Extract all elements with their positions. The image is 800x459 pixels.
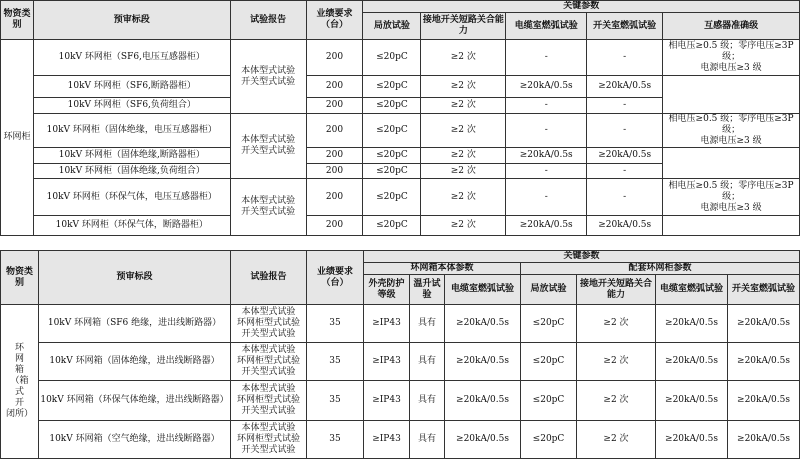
cable-arc-cell: ≥20kA/0.5s xyxy=(445,381,521,421)
perf-cell: 200 xyxy=(306,98,363,114)
table-row xyxy=(1,305,800,343)
switch-arc-cell: - xyxy=(587,179,663,216)
header-report: 试验报告 xyxy=(231,251,307,305)
short-cell: ≥2 次 xyxy=(577,343,656,381)
report-cell: 本体型式试验 环网柜型式试验 开关型式试验 xyxy=(231,343,307,381)
header-cable-arc: 电缆室燃弧试验 xyxy=(506,13,587,40)
bid-cell: 10kV 环网箱（空气绝缘，进出线断路器） xyxy=(39,421,231,459)
report-cell: 本体型式试验 开关型式试验 xyxy=(230,40,306,114)
bid-cell: 10kV 环网柜（环保气体，断路器柜） xyxy=(33,216,230,236)
category-cell: 环网柜 xyxy=(1,40,34,236)
pd-cell: ≤20pC xyxy=(521,421,577,459)
cable-arc-rmu-cell: ≥20kA/0.5s xyxy=(656,421,728,459)
switch-arc-cell: - xyxy=(587,40,663,76)
transformer-cell-empty xyxy=(663,76,800,114)
pd-cell: ≤20pC xyxy=(521,381,577,421)
ip-cell: ≥IP43 xyxy=(364,343,410,381)
switch-arc-cell: ≥20kA/0.5s xyxy=(728,343,800,381)
bid-cell: 10kV 环网箱（SF6 绝缘，进出线断路器） xyxy=(39,305,231,343)
transformer-cell: 相电压≥0.5 级；零序电压≥3P 级； 电源电压≥3 级 xyxy=(663,114,800,148)
cable-arc-cell: - xyxy=(506,114,587,148)
switch-arc-cell: - xyxy=(587,164,663,179)
short-cell: ≥2 次 xyxy=(421,76,506,98)
cable-arc-cell: - xyxy=(506,164,587,179)
switch-arc-cell: ≥20kA/0.5s xyxy=(587,76,663,98)
cable-arc-cell: ≥20kA/0.5s xyxy=(445,305,521,343)
perf-cell: 35 xyxy=(307,343,364,381)
report-cell: 本体型式试验 环网柜型式试验 开关型式试验 xyxy=(231,305,307,343)
perf-cell: 200 xyxy=(306,216,363,236)
switch-arc-cell: ≥20kA/0.5s xyxy=(587,216,663,236)
cable-arc-cell: - xyxy=(506,179,587,216)
pd-cell: ≤20pC xyxy=(363,216,421,236)
perf-cell: 200 xyxy=(306,164,363,179)
header-rmu-params: 配套环网柜参数 xyxy=(521,263,800,275)
header-switch-arc: 开关室燃弧试验 xyxy=(728,275,800,305)
switch-arc-cell: ≥20kA/0.5s xyxy=(587,148,663,164)
bid-cell: 10kV 环网箱（固体绝缘，进出线断路器） xyxy=(39,343,231,381)
perf-cell: 35 xyxy=(307,381,364,421)
header-bid: 预审标段 xyxy=(33,1,230,40)
header-cable-arc-rmu: 电缆室燃弧试验 xyxy=(656,275,728,305)
header-key-params: 关键参数 xyxy=(363,1,800,13)
switch-arc-cell: - xyxy=(587,114,663,148)
header-bid: 预审标段 xyxy=(39,251,231,305)
header-grounding-switch: 接地开关短路关合能力 xyxy=(421,13,506,40)
short-cell: ≥2 次 xyxy=(421,179,506,216)
table-row xyxy=(1,179,800,216)
switch-arc-cell: ≥20kA/0.5s xyxy=(728,305,800,343)
pd-cell: ≤20pC xyxy=(363,148,421,164)
temp-cell: 具有 xyxy=(410,381,445,421)
switch-arc-cell: - xyxy=(587,98,663,114)
short-cell: ≥2 次 xyxy=(577,421,656,459)
pd-cell: ≤20pC xyxy=(521,305,577,343)
bid-cell: 10kV 环网柜（固体绝缘，电压互感器柜） xyxy=(33,114,230,148)
perf-cell: 200 xyxy=(306,148,363,164)
cable-arc-cell: ≥20kA/0.5s xyxy=(506,76,587,98)
perf-cell: 200 xyxy=(306,179,363,216)
bid-cell: 10kV 环网柜（环保气体，电压互感器柜） xyxy=(33,179,230,216)
perf-cell: 200 xyxy=(306,76,363,98)
ip-cell: ≥IP43 xyxy=(364,421,410,459)
pd-cell: ≤20pC xyxy=(363,98,421,114)
pd-cell: ≤20pC xyxy=(363,76,421,98)
cable-arc-cell: ≥20kA/0.5s xyxy=(506,216,587,236)
report-cell: 本体型式试验 环网柜型式试验 开关型式试验 xyxy=(231,421,307,459)
temp-cell: 具有 xyxy=(410,305,445,343)
pd-cell: ≤20pC xyxy=(363,40,421,76)
report-cell: 本体型式试验 开关型式试验 xyxy=(230,179,306,236)
temp-cell: 具有 xyxy=(410,343,445,381)
table-row xyxy=(1,381,800,421)
pd-cell: ≤20pC xyxy=(521,343,577,381)
header-category: 物资类别 xyxy=(1,1,34,40)
header-transformer-accuracy: 互感器准确级 xyxy=(663,13,800,40)
transformer-cell-empty xyxy=(663,216,800,236)
table-row xyxy=(1,76,800,98)
header-key-params: 关键参数 xyxy=(364,251,800,263)
header-cable-arc: 电缆室燃弧试验 xyxy=(445,275,521,305)
cable-arc-cell: - xyxy=(506,40,587,76)
header-switch-arc: 开关室燃弧试验 xyxy=(587,13,663,40)
pd-cell: ≤20pC xyxy=(363,164,421,179)
bid-cell: 10kV 环网柜（固体绝缘,负荷组合） xyxy=(33,164,230,179)
perf-cell: 35 xyxy=(307,305,364,343)
cable-arc-cell: ≥20kA/0.5s xyxy=(445,421,521,459)
short-cell: ≥2 次 xyxy=(421,98,506,114)
transformer-cell: 相电压≥0.5 级；零序电压≥3P 级； 电源电压≥3 级 xyxy=(663,179,800,216)
header-box-params: 环网箱本体参数 xyxy=(364,263,521,275)
short-cell: ≥2 次 xyxy=(421,40,506,76)
report-cell: 本体型式试验 开关型式试验 xyxy=(230,114,306,179)
bid-cell: 10kV 环网箱（环保气体绝缘，进出线断路器） xyxy=(39,381,231,421)
table-row xyxy=(1,40,800,76)
pd-cell: ≤20pC xyxy=(363,114,421,148)
header-temp-rise: 温升试验 xyxy=(410,275,445,305)
short-cell: ≥2 次 xyxy=(421,164,506,179)
perf-cell: 200 xyxy=(306,114,363,148)
perf-cell: 35 xyxy=(307,421,364,459)
transformer-cell-empty xyxy=(663,148,800,179)
header-partial-discharge: 局放试验 xyxy=(363,13,421,40)
header-report: 试验报告 xyxy=(230,1,306,40)
table-row xyxy=(1,114,800,148)
cable-arc-cell: ≥20kA/0.5s xyxy=(445,343,521,381)
ring-main-box-table xyxy=(0,250,800,459)
bid-cell: 10kV 环网柜（SF6,断路器柜） xyxy=(33,76,230,98)
short-cell: ≥2 次 xyxy=(421,216,506,236)
cable-arc-rmu-cell: ≥20kA/0.5s xyxy=(656,381,728,421)
switch-arc-cell: ≥20kA/0.5s xyxy=(728,421,800,459)
short-cell: ≥2 次 xyxy=(577,381,656,421)
bid-cell: 10kV 环网柜（SF6,电压互感器柜） xyxy=(33,40,230,76)
short-cell: ≥2 次 xyxy=(577,305,656,343)
header-ip-rating: 外壳防护等级 xyxy=(364,275,410,305)
pd-cell: ≤20pC xyxy=(363,179,421,216)
header-category: 物资类别 xyxy=(1,251,39,305)
cable-arc-rmu-cell: ≥20kA/0.5s xyxy=(656,305,728,343)
short-cell: ≥2 次 xyxy=(421,114,506,148)
header-partial-discharge: 局放试验 xyxy=(521,275,577,305)
table-row xyxy=(1,421,800,459)
ip-cell: ≥IP43 xyxy=(364,305,410,343)
header-performance: 业绩要求（台） xyxy=(306,1,363,40)
header-grounding-switch: 接地开关短路关合能力 xyxy=(577,275,656,305)
report-cell: 本体型式试验 环网柜型式试验 开关型式试验 xyxy=(231,381,307,421)
transformer-cell: 相电压≥0.5 级；零序电压≥3P 级； 电源电压≥3 级 xyxy=(663,40,800,76)
header-performance: 业绩要求（台） xyxy=(307,251,364,305)
cable-arc-rmu-cell: ≥20kA/0.5s xyxy=(656,343,728,381)
table-row xyxy=(1,148,800,164)
category-cell: 环 网 箱 （箱 式 开 闭所） xyxy=(1,305,39,459)
table-row xyxy=(1,216,800,236)
cable-arc-cell: ≥20kA/0.5s xyxy=(506,148,587,164)
perf-cell: 200 xyxy=(306,40,363,76)
switch-arc-cell: ≥20kA/0.5s xyxy=(728,381,800,421)
temp-cell: 具有 xyxy=(410,421,445,459)
short-cell: ≥2 次 xyxy=(421,148,506,164)
cable-arc-cell: - xyxy=(506,98,587,114)
table-row xyxy=(1,343,800,381)
bid-cell: 10kV 环网柜（SF6,负荷组合） xyxy=(33,98,230,114)
ip-cell: ≥IP43 xyxy=(364,381,410,421)
bid-cell: 10kV 环网柜（固体绝缘,断路器柜） xyxy=(33,148,230,164)
